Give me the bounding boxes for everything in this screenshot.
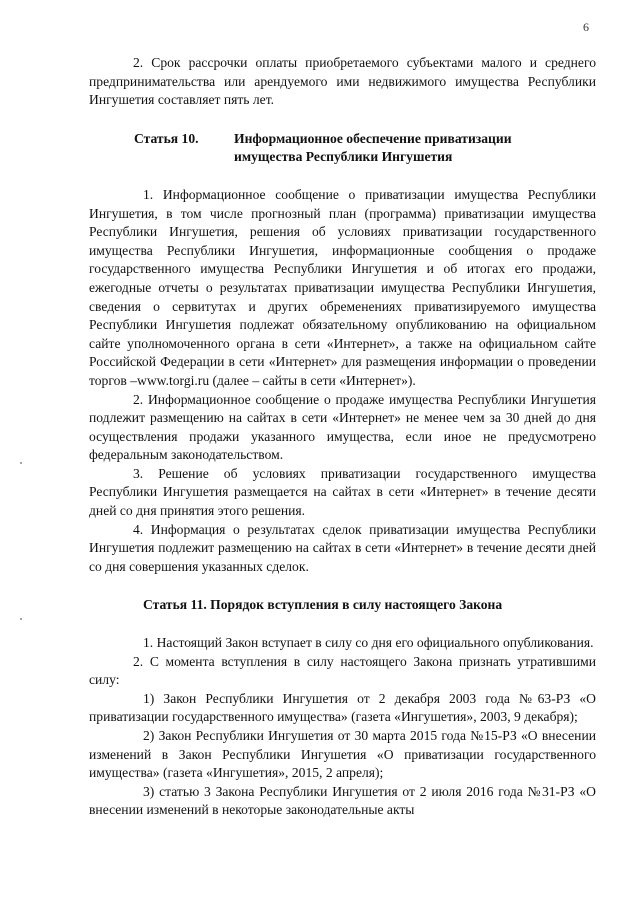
scan-speck [20, 618, 22, 620]
scan-speck [20, 462, 22, 464]
article-10-title-line1: Информационное обеспечение приватизации [234, 130, 512, 146]
article-11-item-2: 2) Закон Республики Ингушетия от 30 марта 2015 года №15-РЗ «О внесении изменений в Закон Республики Ингушетия «О приватизации государственного имущества» (газета «Ингушетия», 2015, 2 апреля); [89, 728, 596, 781]
article-11-item-1: 1) Закон Республики Ингушетия от 2 декабря 2003 года №63-РЗ «О приватизации государственного имущества» (газета «Ингушетия», 2003, 9 декабря); [89, 690, 596, 725]
article-10-paragraph-4: 4. Информация о результатах сделок приватизации имущества Республики Ингушетия подлежит размещению на сайтах в сети «Интернет» в течение десяти дней со дня совершения указанных сделок. [89, 521, 596, 574]
article-11-item-3: 3) статью 3 Закона Республики Ингушетия от 2 июля 2016 года №31-РЗ «О внесении изменений в некоторые законодательные акты [89, 783, 596, 818]
top-paragraph: 2. Срок рассрочки оплаты приобретаемого субъектами малого и среднего предпринимательства или арендуемого ими недвижимого имущества Республики Ингушетия составляет пять лет. [89, 55, 596, 108]
article-10-title-line2: имущества Республики Ингушетия [234, 149, 453, 165]
article-11-paragraph-2: 2. С момента вступления в силу настоящего Закона признать утратившими силу: [89, 653, 596, 688]
page-number: 6 [583, 20, 589, 34]
article-11-paragraph-1: 1. Настоящий Закон вступает в силу со дня его официального опубликования. [143, 635, 594, 651]
article-10-paragraph-3: 3. Решение об условиях приватизации государственного имущества Республики Ингушетия размещается на сайтах в сети «Интернет» в течение десяти дней со дня принятия этого решения. [89, 465, 596, 519]
article-10-paragraph-2: 2. Информационное сообщение о продаже имущества Республики Ингушетия подлежит размещению на сайтах в сети «Интернет» не менее чем за 30 дней до дня осуществления продажи указанного имущества, если иное не предусмотрено федеральным законодательством. [89, 391, 596, 463]
article-10-number: Статья 10. [134, 130, 199, 146]
article-11-heading: Статья 11. Порядок вступления в силу настоящего Закона [143, 597, 503, 613]
article-10-paragraph-1: 1. Информационное сообщение о приватизации имущества Республики Ингушетия, в том числе прогнозный план (программа) приватизации имущества Республики Ингушетия, решения об условиях приватизации государственного имущества Республики Ингушетия, информационные сообщения о продаже государственного имущества Республики Ингушетия и об итогах его продажи, ежегодные отчеты о результатах приватизации имущества Республики Ингушетия, сведения о сервитутах и других обременениях приватизируемого имущества Республики Ингушетия подлежат обязательному опубликованию на официальном сайте уполномоченного органа в сети «Интернет», а также на официальном сайте Российской Федерации в сети «Интернет» для размещения информации о проведении торгов –www.torgi.ru (далее – сайты в сети «Интернет»). [89, 186, 596, 388]
article-10-heading [89, 130, 596, 167]
